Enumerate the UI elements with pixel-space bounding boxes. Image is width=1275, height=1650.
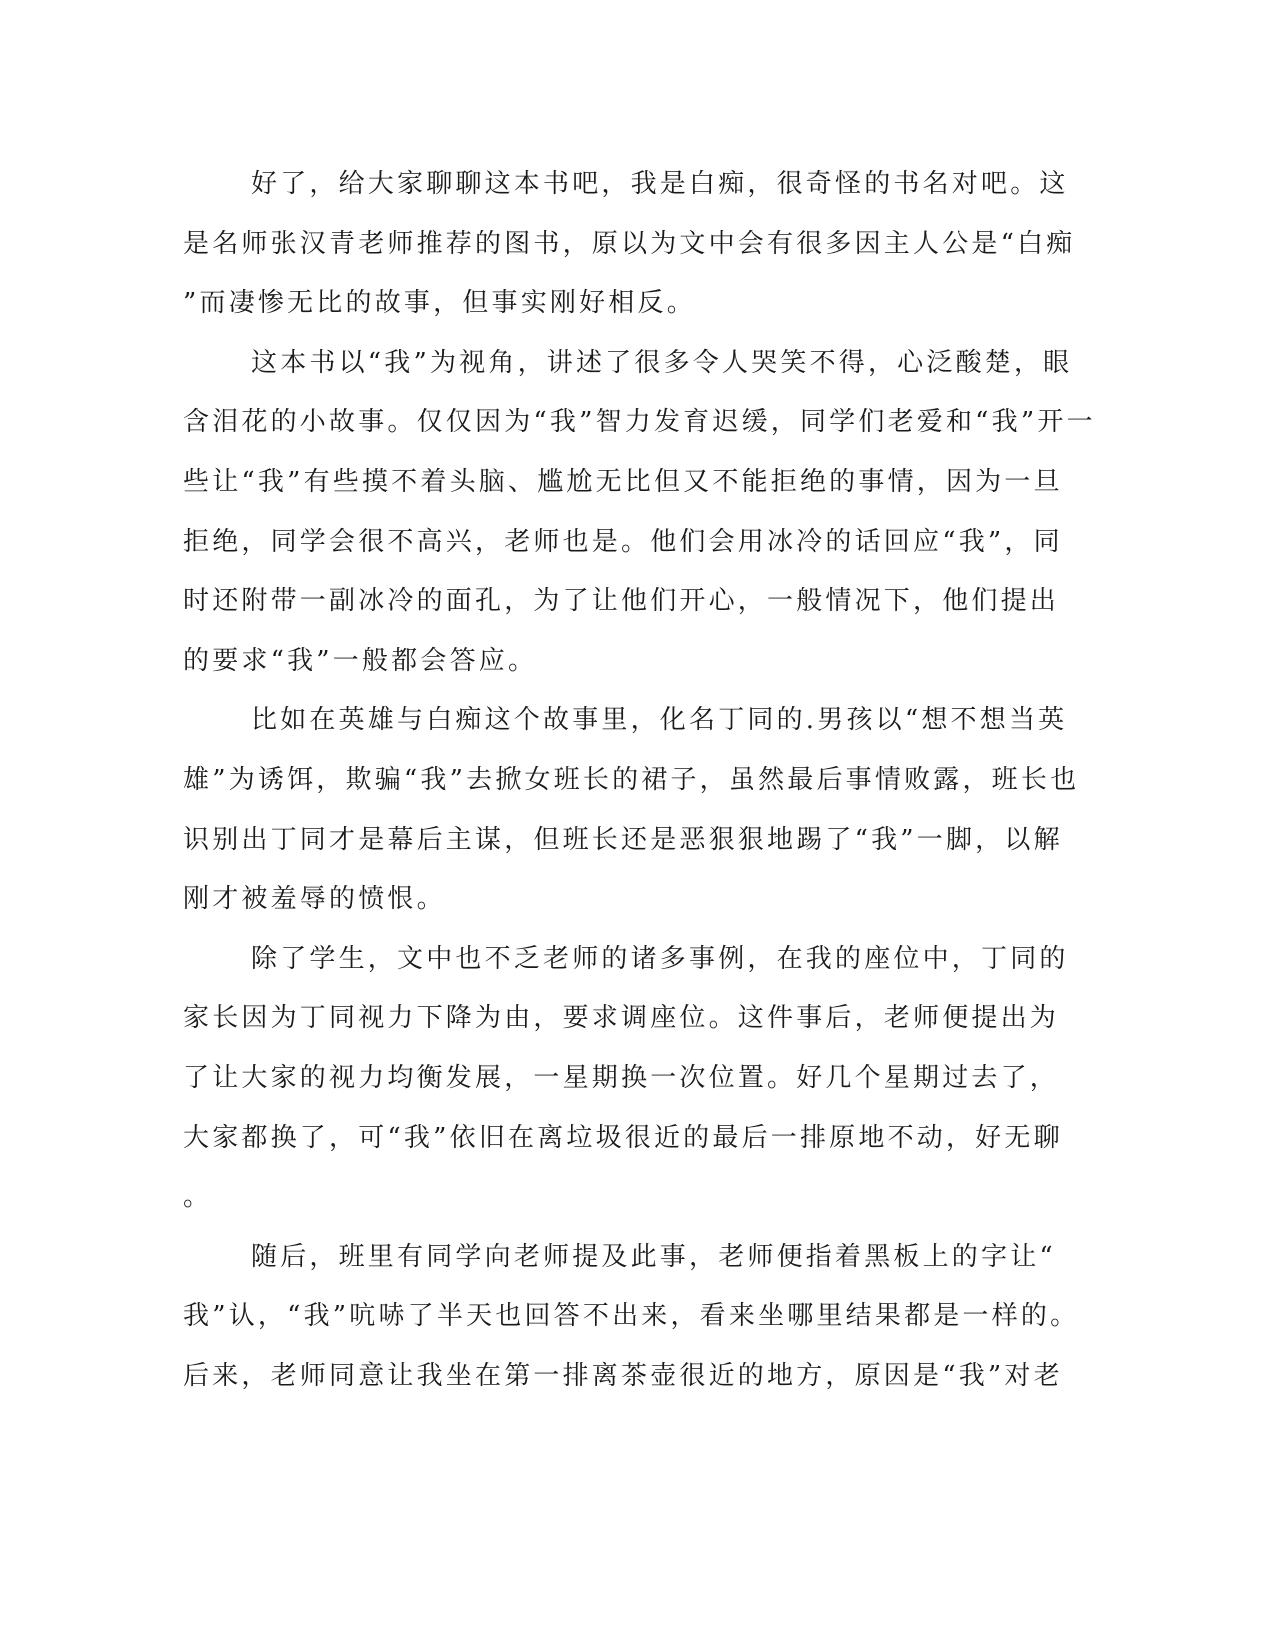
text-line: 家长因为丁同视力下降为由，要求调座位。这件事后，老师便提出为 — [183, 1003, 1060, 1034]
text-line: 了让大家的视力均衡发展，一星期换一次位置。好几个星期过去了， — [183, 1062, 1060, 1093]
paragraph-1 — [183, 155, 1076, 334]
text-line: 的要求“我”一般都会答应。 — [183, 645, 538, 676]
paragraph-5 — [183, 1228, 1080, 1407]
paragraph-3 — [183, 691, 1080, 929]
text-line: 比如在英雄与白痴这个故事里，化名丁同的.男孩以“想不想当英 — [251, 705, 1068, 736]
text-line: 些让“我”有些摸不着头脑、尴尬无比但又不能拒绝的事情，因为一旦 — [183, 466, 1063, 497]
text-line: 是名师张汉青老师推荐的图书，原以为文中会有很多因主人公是“白痴 — [183, 228, 1076, 259]
text-line: 识别出丁同才是幕后主谋，但班长还是恶狠狠地踢了“我”一脚，以解 — [183, 824, 1063, 855]
text-line: 好了，给大家聊聊这本书吧，我是白痴，很奇怪的书名对吧。这 — [251, 169, 1069, 199]
text-line: 含泪花的小故事。仅仅因为“我”智力发育迟缓，同学们老爱和“我”开一 — [183, 407, 1096, 438]
text-line: 除了学生，文中也不乏老师的诸多事例，在我的座位中，丁同的 — [251, 943, 1069, 974]
text-line: 雄”为诱饵，欺骗“我”去掀女班长的裙子，虽然最后事情败露，班长也 — [183, 764, 1080, 795]
paragraph-4 — [183, 930, 1069, 1228]
text-line: 大家都换了，可“我”依旧在离垃圾很近的最后一排原地不动，好无聊 — [183, 1122, 1063, 1153]
text-line: ”而凄惨无比的故事，但事实刚好相反。 — [183, 288, 696, 319]
text-line: 。 — [183, 1182, 213, 1213]
text-line: 随后，班里有同学向老师提及此事，老师便指着黑板上的字让“ — [251, 1241, 1056, 1272]
paragraph-2 — [183, 334, 1096, 692]
text-line: 时还附带一副冰冷的面孔，为了让他们开心，一般情况下，他们提出 — [183, 586, 1060, 617]
text-line: 我”认，“我”吭哧了半天也回答不出来，看来坐哪里结果都是一样的。 — [183, 1301, 1080, 1332]
text-line: 这本书以“我”为视角，讲述了很多令人哭笑不得，心泛酸楚，眼 — [251, 347, 1073, 378]
document-body — [183, 155, 1096, 1406]
text-line: 后来，老师同意让我坐在第一排离茶壶很近的地方，原因是“我”对老 — [183, 1360, 1063, 1391]
text-line: 刚才被羞辱的愤恨。 — [183, 884, 446, 915]
text-line: 拒绝，同学会很不高兴，老师也是。他们会用冰冷的话回应“我”，同 — [183, 526, 1063, 557]
